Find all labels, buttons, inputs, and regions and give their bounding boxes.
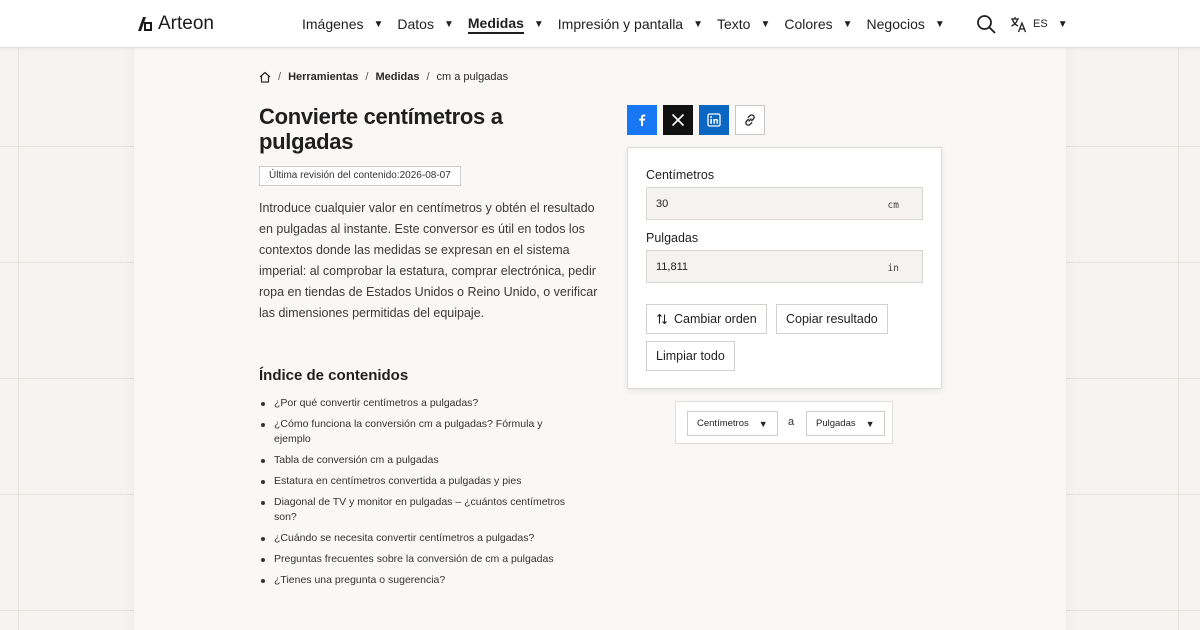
revision-badge: Última revisión del contenido:2026-08-07 [259,166,461,186]
translate-icon [1010,16,1027,33]
toc-title: Índice de contenidos [259,367,409,384]
nav-label: Texto [717,16,751,32]
from-unit-suffix: cm [887,200,899,211]
from-unit-select-value: Centímetros [697,418,749,429]
breadcrumb-separator: / [278,71,282,83]
facebook-icon [635,113,649,127]
nav-item-texto[interactable] [717,0,770,48]
breadcrumb-separator: / [365,71,369,83]
chevron-down-icon: ▼ [1057,18,1068,30]
language-selector[interactable] [1010,13,1068,35]
share-buttons [627,105,765,135]
nav-label: Colores [784,16,833,32]
nav-label: Negocios [866,16,925,32]
swap-arrows-icon [656,313,668,325]
toc-item[interactable]: Preguntas frecuentes sobre la conversión de cm a pulgadas [259,552,579,567]
toc-item[interactable]: ¿Por qué convertir centímetros a pulgadas? [259,396,579,411]
swap-order-button[interactable] [646,304,767,334]
chevron-down-icon: ▼ [533,18,544,30]
breadcrumb-separator: / [426,71,430,83]
breadcrumb [259,69,508,85]
toc-item[interactable]: Tabla de conversión cm a pulgadas [259,453,579,468]
unit-connector: a [788,416,795,428]
breadcrumb-herramientas[interactable]: Herramientas [288,71,359,83]
toc-item[interactable]: Estatura en centímetros convertida a pulgadas y pies [259,474,579,489]
from-unit-label: Centímetros [646,168,715,182]
search-icon[interactable] [976,14,996,34]
centimeters-input[interactable] [647,188,867,219]
nav-label: Impresión y pantalla [557,16,684,32]
chevron-down-icon: ▼ [760,18,771,30]
chevron-down-icon: ▼ [758,418,768,429]
to-unit-label: Pulgadas [646,231,699,245]
nav-label: Datos [397,16,434,32]
breadcrumb-current: cm a pulgadas [436,71,509,83]
main-nav [302,0,959,48]
to-unit-select-value: Pulgadas [816,418,856,429]
nav-item-colores[interactable] [784,0,852,48]
to-field [646,250,923,283]
chevron-down-icon: ▼ [842,18,853,30]
brand-logo[interactable] [137,13,214,35]
unit-selector [675,401,893,444]
nav-item-negocios[interactable] [867,0,945,48]
toc-item[interactable]: ¿Cuándo se necesita convertir centímetros a pulgadas? [259,531,579,546]
share-linkedin-button[interactable] [699,105,729,135]
page-title: Convierte centímetros a pulgadas [259,104,503,154]
to-unit-suffix: in [887,263,899,274]
inches-input[interactable] [647,251,867,282]
nav-item-impresion[interactable] [558,0,703,48]
chevron-down-icon: ▼ [693,18,703,30]
linkedin-icon [707,113,721,127]
breadcrumb-medidas[interactable]: Medidas [375,71,420,83]
toc-item[interactable]: Diagonal de TV y monitor en pulgadas – ¿cuántos centímetros son? [259,495,579,525]
chevron-down-icon: ▼ [443,18,454,30]
copy-link-button[interactable] [735,105,765,135]
share-facebook-button[interactable] [627,105,657,135]
to-unit-select[interactable] [806,411,885,436]
clear-all-button[interactable]: Limpiar todo [646,341,735,371]
chevron-down-icon: ▼ [934,18,945,30]
x-icon [671,113,685,127]
link-icon [743,113,757,127]
from-field [646,187,923,220]
share-x-button[interactable] [663,105,693,135]
brand-name: Arteon [158,13,214,34]
toc-list [259,396,579,594]
arteon-logo-icon [137,16,153,32]
home-icon[interactable] [259,71,271,83]
nav-label: Imágenes [302,16,364,32]
intro-paragraph: Introduce cualquier valor en centímetros y obtén el resultado en pulgadas al instante. Este conversor es útil en todos los contextos donde las medidas se expresan en el sistema imperial: al comprobar la estatura, comprar electrónica, pedir ropa en tiendas de Estados Unidos o Reino Unido, o verificar las dimensiones permitidas del equipaje. [259,201,598,320]
top-navigation-bar [0,0,1200,48]
toc-item[interactable]: ¿Cómo funciona la conversión cm a pulgadas? Fórmula y ejemplo [259,417,579,447]
nav-label: Medidas [468,15,524,34]
converter-panel [627,147,942,389]
language-code: ES [1033,18,1048,30]
nav-item-datos[interactable] [397,0,453,48]
nav-item-medidas[interactable] [468,0,544,48]
from-unit-select[interactable] [687,411,778,436]
nav-item-imagenes[interactable] [302,0,383,48]
chevron-down-icon: ▼ [373,18,384,30]
swap-order-label: Cambiar orden [674,312,757,326]
toc-item[interactable]: ¿Tienes una pregunta o sugerencia? [259,573,579,588]
copy-result-button[interactable]: Copiar resultado [776,304,888,334]
chevron-down-icon: ▼ [865,418,875,429]
